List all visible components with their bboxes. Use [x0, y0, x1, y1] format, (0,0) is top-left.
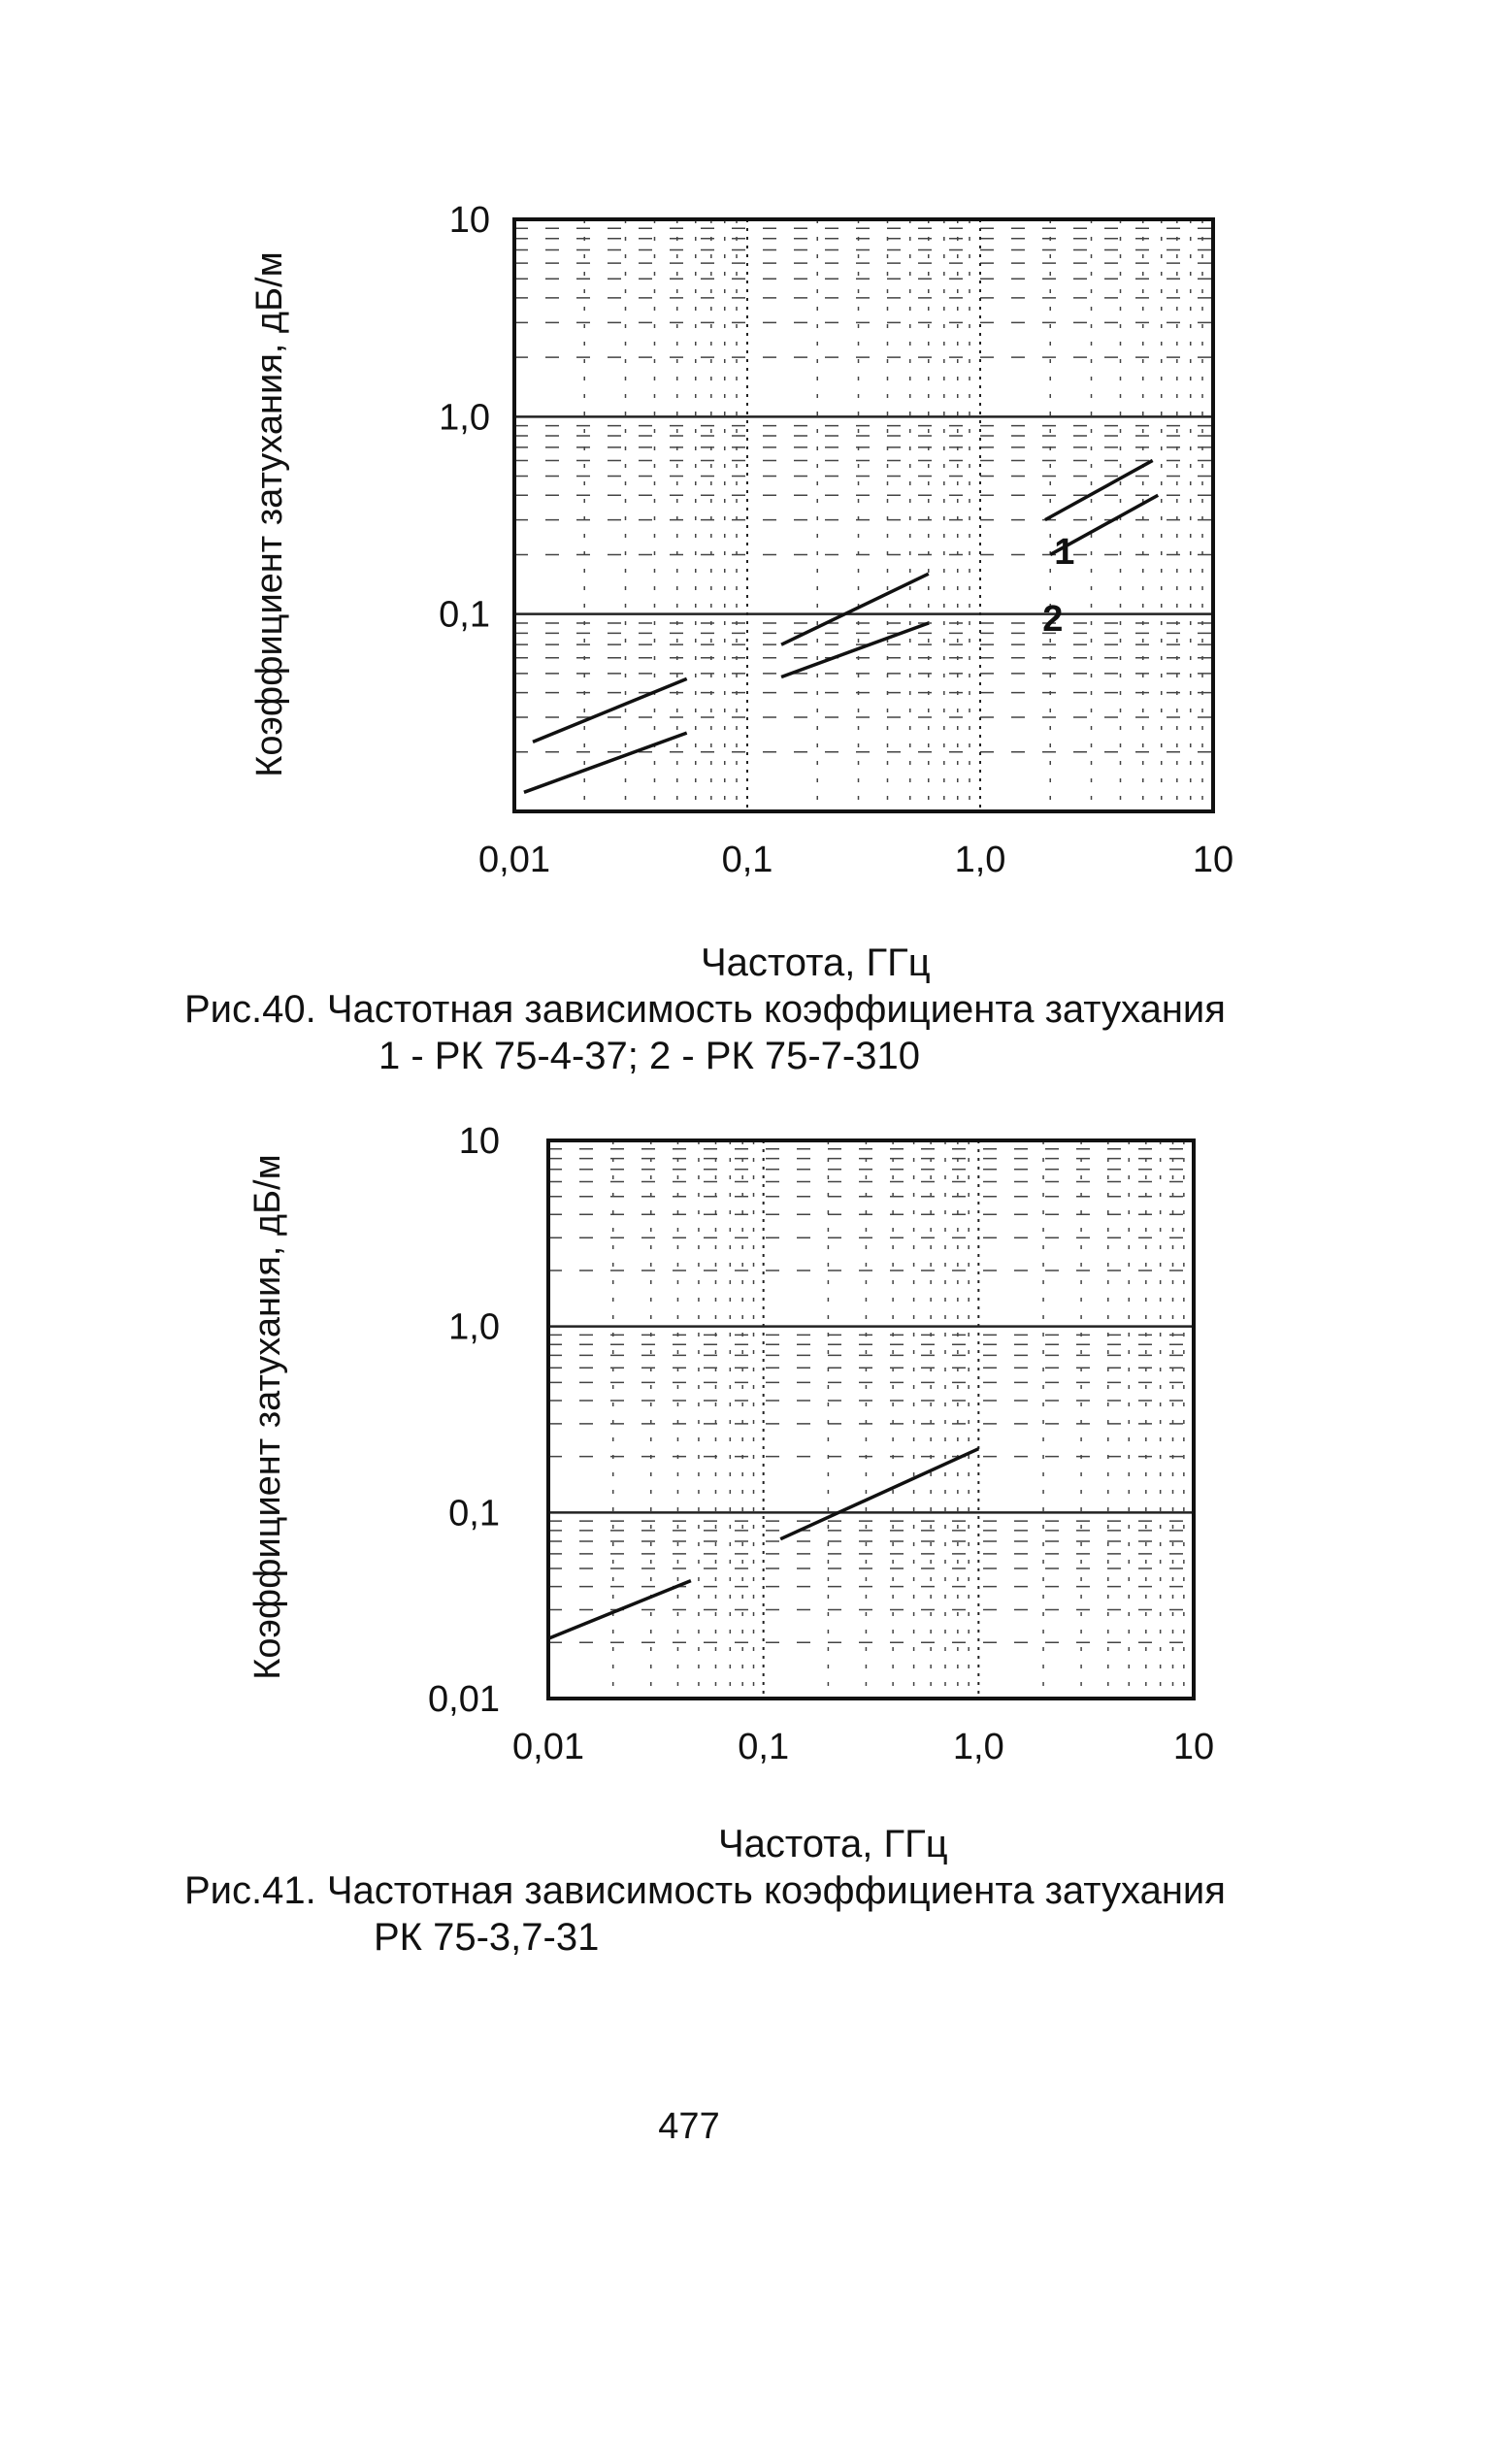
x-tick-label: 0,01 — [478, 840, 550, 880]
plot-frame — [548, 1140, 1194, 1699]
y-axis-label: Коэффициент затухания, дБ/м — [247, 1154, 288, 1680]
x-tick-label: 10 — [1192, 840, 1234, 880]
y-tick-label: 10 — [448, 200, 490, 241]
series-line — [524, 733, 687, 792]
fig41-subtitle: РК 75-3,7-31 — [374, 1916, 600, 1959]
y-axis-label: Коэффициент затухания, дБ/м — [249, 251, 290, 777]
x-tick-label: 0,1 — [721, 840, 773, 880]
series-line — [533, 678, 687, 742]
fig40-title: Рис.40. Частотная зависимость коэффициента затухания — [184, 988, 1226, 1031]
grid — [514, 219, 1213, 811]
series-line — [781, 623, 929, 677]
y-tick-label: 10 — [458, 1121, 500, 1162]
y-tick-label: 0,1 — [448, 1493, 500, 1534]
fig40-xlabel: Частота, ГГц — [701, 941, 931, 984]
curve-label: 2 — [1042, 599, 1064, 641]
fig41-xlabel: Частота, ГГц — [718, 1823, 948, 1865]
chart-fig40 — [249, 200, 1233, 880]
y-tick-label: 0,1 — [439, 594, 490, 636]
x-tick-label: 10 — [1172, 1727, 1215, 1767]
fig40-subtitle: 1 - РК 75-4-37; 2 - РК 75-7-310 — [378, 1035, 920, 1077]
series-line — [780, 1449, 978, 1539]
plot-frame — [514, 219, 1213, 811]
chart-fig41 — [247, 1121, 1214, 1767]
series-line — [548, 1581, 691, 1639]
y-tick-label: 1,0 — [439, 397, 490, 439]
y-tick-label: 0,01 — [428, 1679, 500, 1720]
grid — [548, 1140, 1194, 1699]
page-number: 477 — [658, 2106, 720, 2147]
x-tick-label: 0,01 — [512, 1727, 584, 1767]
series-line — [1045, 460, 1153, 519]
y-tick-label: 1,0 — [448, 1306, 500, 1348]
x-tick-label: 1,0 — [954, 840, 1006, 880]
x-tick-label: 0,1 — [738, 1727, 790, 1767]
x-tick-label: 1,0 — [952, 1727, 1004, 1767]
series-line — [781, 574, 929, 644]
fig41-title: Рис.41. Частотная зависимость коэффициента затухания — [184, 1869, 1226, 1912]
curve-label: 1 — [1054, 531, 1075, 573]
